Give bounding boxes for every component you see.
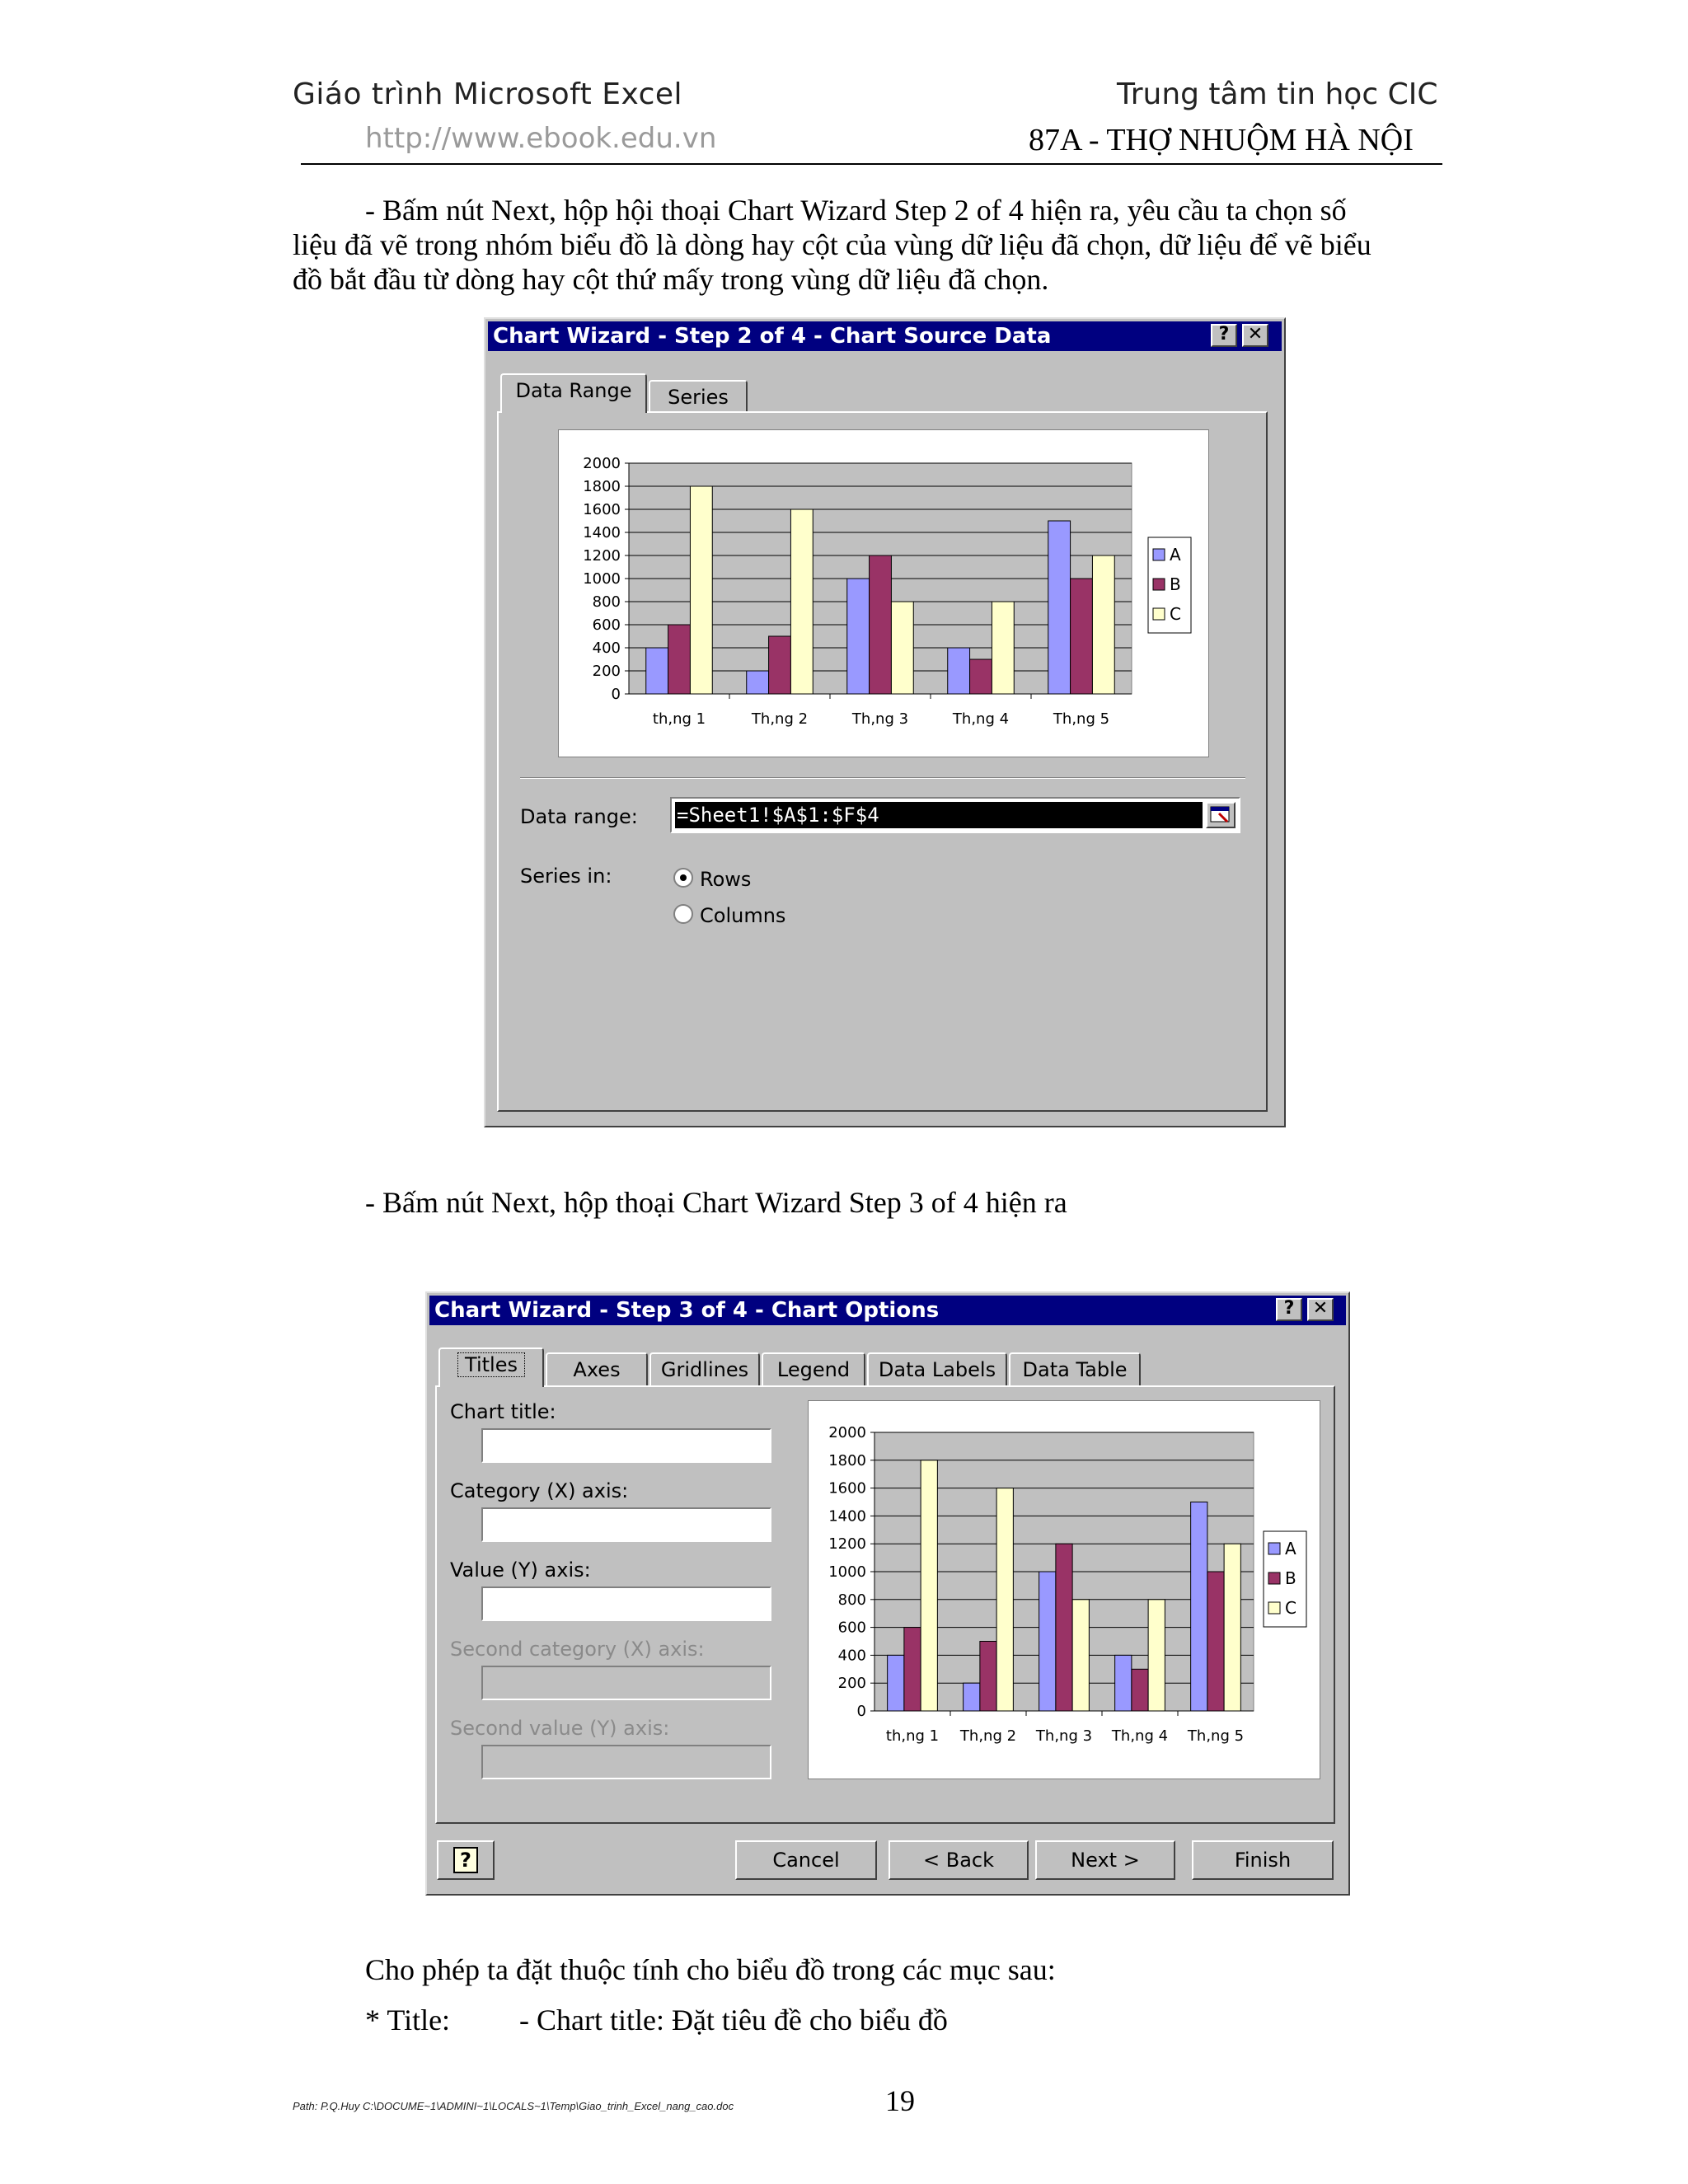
x-tick-label: th,ng 1 [885,1727,940,1745]
bar [1191,1502,1207,1712]
y-tick-label: 0 [611,686,621,703]
legend-label: B [1170,574,1181,594]
bar [690,486,712,694]
chart-options-dialog [425,1291,1350,1896]
legend-swatch [1268,1602,1280,1614]
x-tick-label: Th,ng 5 [1053,710,1110,728]
legend-swatch [1268,1572,1280,1584]
bar [1132,1669,1148,1711]
bar [769,636,791,694]
page-number: 19 [885,2084,915,2117]
bar [1048,521,1071,694]
bar [948,648,970,694]
tab-gridlines[interactable]: Gridlines [649,1352,760,1385]
legend-swatch [1268,1543,1280,1554]
chart-svg [809,1401,1321,1780]
header-left-title: Giáo trình Microsoft Excel [293,77,683,111]
legend-label: B [1285,1568,1296,1588]
paragraph-label: * Title: [365,2004,451,2036]
tab-axes[interactable]: Axes [546,1352,648,1385]
tab-titles[interactable] [438,1347,544,1387]
bar [847,579,870,694]
bar [996,1488,1013,1711]
paragraph-line: - Bấm nút Next, hộp thoại Chart Wizard Step 3 of 4 hiện ra [365,1186,1067,1219]
dialog-title: Chart Wizard - Step 3 of 4 - Chart Options [434,1298,940,1323]
header-url: http://www.ebook.edu.vn [365,122,717,155]
header-address: 87A - THỢ NHUỘM HÀ NỘI [1029,123,1414,157]
finish-button[interactable]: Finish [1192,1840,1334,1880]
paragraph-line: đồ bắt đầu từ dòng hay cột thứ mấy trong vùng dữ liệu đã chọn. [293,263,1049,296]
y-tick-label: 200 [592,663,621,680]
y-tick-label: 800 [592,593,621,611]
tab-data-labels[interactable]: Data Labels [867,1352,1007,1385]
chart-preview [808,1400,1320,1779]
y-tick-label: 1600 [583,501,621,518]
x-tick-label: Th,ng 4 [1111,1727,1169,1745]
bar [1072,1600,1089,1711]
separator [520,777,1245,779]
y-tick-label: 400 [837,1647,866,1665]
close-button[interactable]: ✕ [1307,1298,1334,1321]
columns-radio-label[interactable]: Columns [700,904,786,927]
y-tick-label: 600 [837,1619,866,1637]
bar [1071,579,1093,694]
bar [646,648,668,694]
dialog-titlebar [429,1296,1346,1325]
bar [1039,1572,1056,1711]
header-rule [301,163,1442,165]
legend-label: C [1170,604,1181,624]
y-tick-label: 1200 [583,547,621,565]
tab-data-table[interactable]: Data Table [1009,1352,1141,1385]
collapse-dialog-icon [1207,804,1234,827]
y-tick-label: 1000 [828,1563,866,1581]
chart-title-input[interactable] [481,1428,771,1463]
y-tick-label: 1400 [828,1507,866,1526]
bar [870,555,892,694]
tab-data-range[interactable]: Data Range [500,373,647,413]
data-range-panel [497,411,1268,1112]
bar [904,1628,921,1711]
bar [1148,1600,1165,1711]
x-tick-label: th,ng 1 [652,710,706,728]
y-tick-label: 1600 [828,1479,866,1497]
close-button[interactable]: ✕ [1242,324,1268,347]
second-category-axis-label: Second category (X) axis: [450,1638,705,1661]
data-range-input[interactable] [670,797,1240,833]
tab-legend[interactable]: Legend [762,1352,865,1385]
titles-panel [435,1385,1335,1824]
dialog-title: Chart Wizard - Step 2 of 4 - Chart Source Data [493,324,1052,349]
bar [992,602,1014,694]
back-button[interactable]: < Back [889,1840,1029,1880]
rows-radio-label[interactable]: Rows [700,868,752,891]
bar [891,602,913,694]
help-titlebar-button[interactable]: ? [1276,1298,1302,1321]
legend-swatch [1153,549,1165,560]
y-tick-label: 200 [837,1675,866,1693]
x-tick-label: Th,ng 3 [851,710,909,728]
y-tick-label: 400 [592,640,621,657]
y-tick-label: 2000 [583,455,621,472]
paragraph-line: - Chart title: Đặt tiêu đề cho biểu đồ [519,2004,948,2036]
bar [1224,1544,1240,1711]
collapse-dialog-button[interactable] [1206,802,1236,828]
paragraph-line: liệu đã vẽ trong nhóm biểu đồ là dòng hay cột của vùng dữ liệu đã chọn, dữ liệu để vẽ biểu [293,228,1372,261]
y-tick-label: 1800 [828,1451,866,1469]
legend-label: A [1285,1539,1296,1558]
bar [1207,1572,1224,1711]
legend-label: A [1170,545,1181,565]
chart-title-label: Chart title: [450,1400,556,1423]
second-value-axis-label: Second value (Y) axis: [450,1717,670,1740]
bar [1092,555,1114,694]
tab-series[interactable]: Series [649,380,748,413]
value-axis-label: Value (Y) axis: [450,1558,591,1582]
columns-radio[interactable] [673,904,693,924]
bar [970,659,992,694]
bar [1115,1655,1132,1711]
bar [1056,1544,1072,1711]
paragraph-line: - Bấm nút Next, hộp hội thoại Chart Wizard Step 2 of 4 hiện ra, yêu cầu ta chọn số [365,194,1347,227]
data-range-value: =Sheet1!$A$1:$F$4 [675,802,1203,828]
y-tick-label: 800 [837,1591,866,1609]
bar [790,509,813,694]
tab-titles-label: Titles [457,1352,525,1377]
category-axis-input[interactable] [481,1507,771,1542]
y-tick-label: 1000 [583,570,621,588]
x-tick-label: Th,ng 4 [952,710,1010,728]
y-tick-label: 600 [592,616,621,634]
header-right-title: Trung tâm tin học CIC [1117,77,1438,111]
x-tick-label: Th,ng 2 [751,710,809,728]
second-category-axis-input [481,1666,771,1700]
chart-svg [559,430,1210,758]
office-assistant-button[interactable] [437,1840,495,1880]
footer-path: Path: P.Q.Huy C:\DOCUME~1\ADMINI~1\LOCALS~1\Temp\Giao_trinh_Excel_nang_cao.doc [293,2100,734,2112]
y-tick-label: 1800 [583,478,621,495]
bar [888,1655,904,1711]
data-range-label: Data range: [520,805,638,828]
legend-label: C [1285,1598,1296,1618]
bar [980,1642,996,1712]
y-tick-label: 1200 [828,1535,866,1554]
bar [964,1683,980,1711]
x-tick-label: Th,ng 2 [959,1727,1017,1745]
bar [921,1460,937,1711]
legend-swatch [1153,608,1165,620]
legend-swatch [1153,579,1165,590]
value-axis-input[interactable] [481,1586,771,1621]
rows-radio[interactable] [673,868,693,888]
chart-preview [558,429,1209,757]
second-value-axis-input [481,1745,771,1779]
x-tick-label: Th,ng 5 [1187,1727,1245,1745]
category-axis-label: Category (X) axis: [450,1479,629,1502]
help-titlebar-button[interactable]: ? [1211,324,1237,347]
y-tick-label: 2000 [828,1424,866,1441]
series-in-label: Series in: [520,865,612,888]
y-tick-label: 0 [856,1703,866,1720]
next-button[interactable]: Next > [1035,1840,1175,1880]
bar [747,671,769,694]
x-tick-label: Th,ng 3 [1035,1727,1093,1745]
cancel-button[interactable]: Cancel [735,1840,877,1880]
paragraph-line: Cho phép ta đặt thuộc tính cho biểu đồ trong các mục sau: [365,1953,1056,1986]
y-tick-label: 1400 [583,524,621,541]
help-icon: ? [453,1847,478,1873]
dialog-titlebar [488,321,1282,351]
bar [668,625,691,694]
chart-source-data-dialog [484,317,1286,1127]
